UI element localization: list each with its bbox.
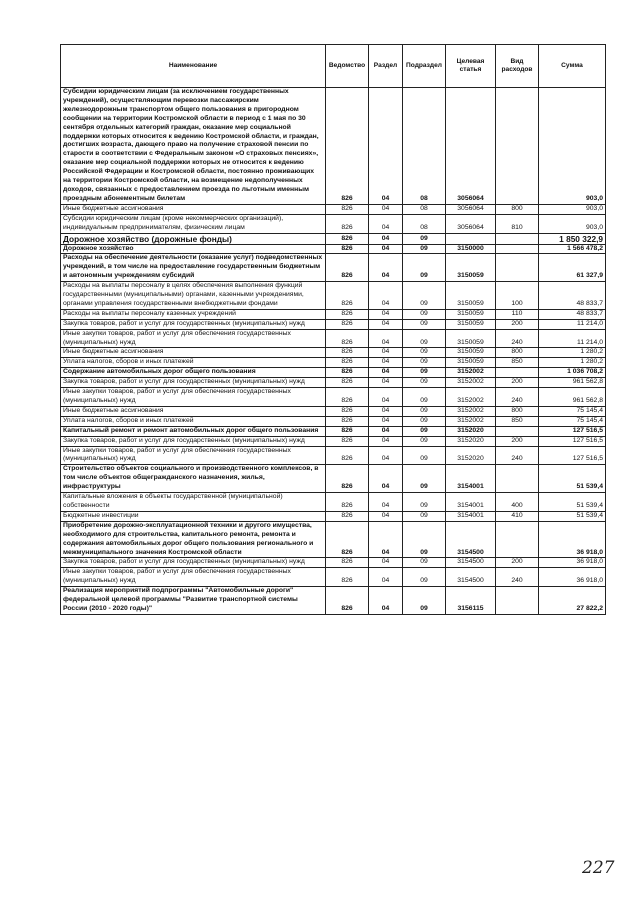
table-row [61,329,606,348]
cell-sum: 36 918,0 [539,521,606,558]
cell-subsection: 09 [403,446,446,465]
cell-section: 04 [369,282,403,310]
cell-subsection: 09 [403,558,446,568]
cell-target: 3152002 [446,388,496,407]
cell-section: 04 [369,319,403,329]
cell-name: Расходы на обеспечение деятельности (оказание услуг) подведомственных учреждений, в том числе на предоставление государственным бюджетным и автономным учреждениям субсидий [61,254,326,282]
header-dept: Ведомство [326,45,369,88]
cell-section: 04 [369,558,403,568]
cell-sum: 27 822,2 [539,587,606,615]
table-row [61,358,606,368]
cell-name: Субсидии юридическим лицам (за исключением государственных учреждений), осуществляющим перевозки пассажирским железнодорожным транспортом общего пользования в пригородном сообщении на территории Костромской области в период с 1 мая по 30 сентября отдельных категорий граждан, оказание мер социальной поддержки которых относится к ведению Костромской области, и граждан, достигших возраста, дающего право на получение страховой пенсии по старости в соответствии с Федеральным законом «О страховых пенсиях», оказание мер социальной поддержки которых не относится к ведению Российской Федерации и Костромской области, постоянно проживающих на территории Костромской области, на возмещение недополученных доходов, связанных с предоставлением проезда по льготным именным проездным абонементным билетам [61,88,326,205]
table-row [61,406,606,416]
cell-section: 04 [369,406,403,416]
cell-sum: 961 562,8 [539,388,606,407]
cell-exp [496,88,539,205]
cell-section: 04 [369,511,403,521]
cell-dept: 826 [326,587,369,615]
cell-dept: 826 [326,348,369,358]
cell-sum: 48 833,7 [539,309,606,319]
cell-dept: 826 [326,568,369,587]
table-row [61,282,606,310]
table-row [61,521,606,558]
table-row [61,446,606,465]
cell-exp: 410 [496,511,539,521]
cell-dept: 826 [326,426,369,436]
cell-sum: 961 562,8 [539,378,606,388]
cell-target: 3150059 [446,319,496,329]
cell-subsection: 09 [403,378,446,388]
table-body [61,88,606,615]
cell-dept: 826 [326,416,369,426]
cell-target: 3150059 [446,329,496,348]
table-row [61,511,606,521]
table-row [61,368,606,378]
cell-dept: 826 [326,368,369,378]
table-row [61,88,606,205]
cell-dept: 826 [326,521,369,558]
cell-sum: 48 833,7 [539,282,606,310]
cell-name: Иные бюджетные ассигнования [61,348,326,358]
table-row [61,244,606,254]
cell-exp [496,426,539,436]
cell-section: 04 [369,416,403,426]
cell-subsection: 09 [403,521,446,558]
cell-name: Реализация мероприятий подпрограммы "Автомобильные дороги" федеральной целевой программы "Развитие транспортной системы России (2010 - 2020 годы)" [61,587,326,615]
cell-exp [496,254,539,282]
cell-name: Закупка товаров, работ и услуг для государственных (муниципальных) нужд [61,558,326,568]
budget-table-sheet [60,44,605,615]
cell-exp [496,587,539,615]
cell-subsection: 09 [403,358,446,368]
table-row [61,436,606,446]
cell-subsection: 09 [403,329,446,348]
cell-target: 3150059 [446,358,496,368]
cell-subsection: 09 [403,568,446,587]
cell-target: 3154500 [446,558,496,568]
cell-name: Иные бюджетные ассигнования [61,204,326,214]
cell-section: 04 [369,348,403,358]
cell-name: Дорожное хозяйство (дорожные фонды) [61,233,326,244]
cell-dept: 826 [326,446,369,465]
cell-exp: 200 [496,436,539,446]
cell-exp: 850 [496,416,539,426]
cell-dept: 826 [326,436,369,446]
cell-exp: 110 [496,309,539,319]
cell-section: 04 [369,521,403,558]
cell-exp: 240 [496,329,539,348]
cell-subsection: 09 [403,511,446,521]
table-row [61,214,606,233]
page-number: 227 [582,858,615,878]
cell-name: Дорожное хозяйство [61,244,326,254]
cell-dept: 826 [326,493,369,512]
cell-target: 3150059 [446,309,496,319]
table-row [61,493,606,512]
cell-exp: 850 [496,358,539,368]
cell-exp: 800 [496,348,539,358]
cell-subsection: 09 [403,368,446,378]
header-target: Целевая статья [446,45,496,88]
cell-dept: 826 [326,358,369,368]
cell-exp: 200 [496,319,539,329]
cell-section: 04 [369,388,403,407]
table-row [61,254,606,282]
cell-sum: 1 280,2 [539,358,606,368]
cell-name: Уплата налогов, сборов и иных платежей [61,416,326,426]
cell-exp [496,465,539,493]
cell-dept: 826 [326,214,369,233]
cell-exp [496,521,539,558]
cell-subsection: 09 [403,254,446,282]
cell-dept: 826 [326,254,369,282]
cell-name: Капитальные вложения в объекты государственной (муниципальной) собственности [61,493,326,512]
cell-sum: 11 214,0 [539,319,606,329]
cell-section: 04 [369,426,403,436]
cell-target: 3154500 [446,521,496,558]
cell-exp: 240 [496,446,539,465]
cell-dept: 826 [326,406,369,416]
cell-section: 04 [369,368,403,378]
cell-name: Закупка товаров, работ и услуг для государственных (муниципальных) нужд [61,319,326,329]
cell-section: 04 [369,204,403,214]
cell-sum: 51 539,4 [539,493,606,512]
cell-subsection: 09 [403,465,446,493]
cell-name: Иные закупки товаров, работ и услуг для обеспечения государственных (муниципальных) нужд [61,388,326,407]
table-row [61,465,606,493]
cell-target: 3152020 [446,426,496,436]
cell-name: Бюджетные инвестиции [61,511,326,521]
cell-name: Закупка товаров, работ и услуг для государственных (муниципальных) нужд [61,378,326,388]
cell-dept: 826 [326,378,369,388]
cell-name: Закупка товаров, работ и услуг для государственных (муниципальных) нужд [61,436,326,446]
cell-subsection: 09 [403,309,446,319]
cell-sum: 127 516,5 [539,426,606,436]
cell-subsection: 09 [403,233,446,244]
cell-subsection: 09 [403,493,446,512]
cell-target: 3152002 [446,406,496,416]
cell-sum: 1 850 322,9 [539,233,606,244]
cell-section: 04 [369,446,403,465]
cell-subsection: 09 [403,426,446,436]
cell-name: Иные закупки товаров, работ и услуг для обеспечения государственных (муниципальных) нужд [61,446,326,465]
table-row [61,587,606,615]
table-row [61,558,606,568]
cell-section: 04 [369,329,403,348]
table-row [61,416,606,426]
header-subsection: Подраздел [403,45,446,88]
cell-subsection: 08 [403,88,446,205]
table-row [61,348,606,358]
table-header-row [61,45,606,88]
cell-target: 3154500 [446,568,496,587]
cell-sum: 11 214,0 [539,329,606,348]
cell-sum: 51 539,4 [539,511,606,521]
cell-target: 3150059 [446,282,496,310]
cell-name: Приобретение дорожно-эксплуатационной техники и другого имущества, необходимого для строительства, капитального ремонта, ремонта и содержания автомобильных дорог общего пользования регионального и межмуниципального значения Костромской области [61,521,326,558]
table-row [61,319,606,329]
cell-target: 3152002 [446,368,496,378]
cell-section: 04 [369,244,403,254]
cell-dept: 826 [326,329,369,348]
cell-dept: 826 [326,233,369,244]
table-row [61,204,606,214]
cell-name: Уплата налогов, сборов и иных платежей [61,358,326,368]
cell-subsection: 09 [403,406,446,416]
cell-dept: 826 [326,88,369,205]
cell-exp: 800 [496,204,539,214]
cell-dept: 826 [326,244,369,254]
cell-target: 3150059 [446,348,496,358]
cell-target: 3154001 [446,465,496,493]
cell-exp: 800 [496,406,539,416]
table-row [61,568,606,587]
cell-section: 04 [369,233,403,244]
cell-name: Содержание автомобильных дорог общего пользования [61,368,326,378]
header-sum: Сумма [539,45,606,88]
cell-exp: 200 [496,378,539,388]
cell-sum: 1 036 708,2 [539,368,606,378]
cell-target: 3150000 [446,244,496,254]
cell-sum: 127 516,5 [539,446,606,465]
cell-name: Субсидии юридическим лицам (кроме некоммерческих организаций), индивидуальным предпринимателям, физическим лицам [61,214,326,233]
cell-exp [496,233,539,244]
cell-sum: 903,0 [539,204,606,214]
table-row [61,426,606,436]
cell-name: Строительство объектов социального и производственного комплексов, в том числе объектов общегражданского назначения, жилья, инфраструктуры [61,465,326,493]
cell-target: 3154001 [446,493,496,512]
cell-section: 04 [369,493,403,512]
cell-name: Иные бюджетные ассигнования [61,406,326,416]
header-section: Раздел [369,45,403,88]
cell-name: Капитальный ремонт и ремонт автомобильных дорог общего пользования [61,426,326,436]
cell-section: 04 [369,436,403,446]
cell-dept: 826 [326,388,369,407]
header-exp: Вид расходов [496,45,539,88]
cell-dept: 826 [326,511,369,521]
cell-sum: 903,0 [539,214,606,233]
cell-target: 3150059 [446,254,496,282]
cell-exp: 400 [496,493,539,512]
cell-sum: 75 145,4 [539,416,606,426]
cell-target: 3156115 [446,587,496,615]
cell-subsection: 08 [403,214,446,233]
cell-dept: 826 [326,558,369,568]
table-row [61,309,606,319]
cell-dept: 826 [326,309,369,319]
cell-subsection: 09 [403,436,446,446]
cell-sum: 36 918,0 [539,568,606,587]
cell-sum: 1 280,2 [539,348,606,358]
cell-target: 3154001 [446,511,496,521]
cell-name: Расходы на выплаты персоналу в целях обеспечения выполнения функций государственными (муниципальными) органами, казенными учреждениями, органами управления государственными внебюджетными фондами [61,282,326,310]
cell-exp: 100 [496,282,539,310]
cell-sum: 127 516,5 [539,436,606,446]
cell-sum: 75 145,4 [539,406,606,416]
cell-subsection: 09 [403,348,446,358]
cell-section: 04 [369,254,403,282]
cell-sum: 1 566 478,2 [539,244,606,254]
cell-subsection: 08 [403,204,446,214]
cell-section: 04 [369,88,403,205]
cell-section: 04 [369,568,403,587]
cell-sum: 51 539,4 [539,465,606,493]
table-row [61,378,606,388]
cell-sum: 36 918,0 [539,558,606,568]
cell-target: 3152002 [446,416,496,426]
cell-section: 04 [369,214,403,233]
cell-dept: 826 [326,204,369,214]
cell-exp: 240 [496,388,539,407]
cell-exp: 200 [496,558,539,568]
cell-target: 3152020 [446,446,496,465]
cell-target: 3056064 [446,214,496,233]
table-row [61,388,606,407]
cell-subsection: 09 [403,416,446,426]
cell-section: 04 [369,309,403,319]
cell-subsection: 09 [403,244,446,254]
cell-name: Иные закупки товаров, работ и услуг для обеспечения государственных (муниципальных) нужд [61,568,326,587]
cell-sum: 61 327,9 [539,254,606,282]
cell-dept: 826 [326,282,369,310]
cell-section: 04 [369,378,403,388]
cell-target: 3152002 [446,378,496,388]
cell-target: 3056064 [446,88,496,205]
header-name: Наименование [61,45,326,88]
cell-target [446,233,496,244]
cell-exp [496,244,539,254]
cell-exp: 240 [496,568,539,587]
cell-subsection: 09 [403,282,446,310]
cell-dept: 826 [326,319,369,329]
cell-exp [496,368,539,378]
cell-section: 04 [369,465,403,493]
cell-exp: 810 [496,214,539,233]
cell-dept: 826 [326,465,369,493]
cell-subsection: 09 [403,319,446,329]
cell-name: Иные закупки товаров, работ и услуг для обеспечения государственных (муниципальных) нужд [61,329,326,348]
cell-subsection: 09 [403,388,446,407]
cell-section: 04 [369,358,403,368]
cell-target: 3152020 [446,436,496,446]
cell-subsection: 09 [403,587,446,615]
cell-sum: 903,0 [539,88,606,205]
budget-table [60,44,606,615]
cell-name: Расходы на выплаты персоналу казенных учреждений [61,309,326,319]
table-row [61,233,606,244]
cell-target: 3056064 [446,204,496,214]
cell-section: 04 [369,587,403,615]
